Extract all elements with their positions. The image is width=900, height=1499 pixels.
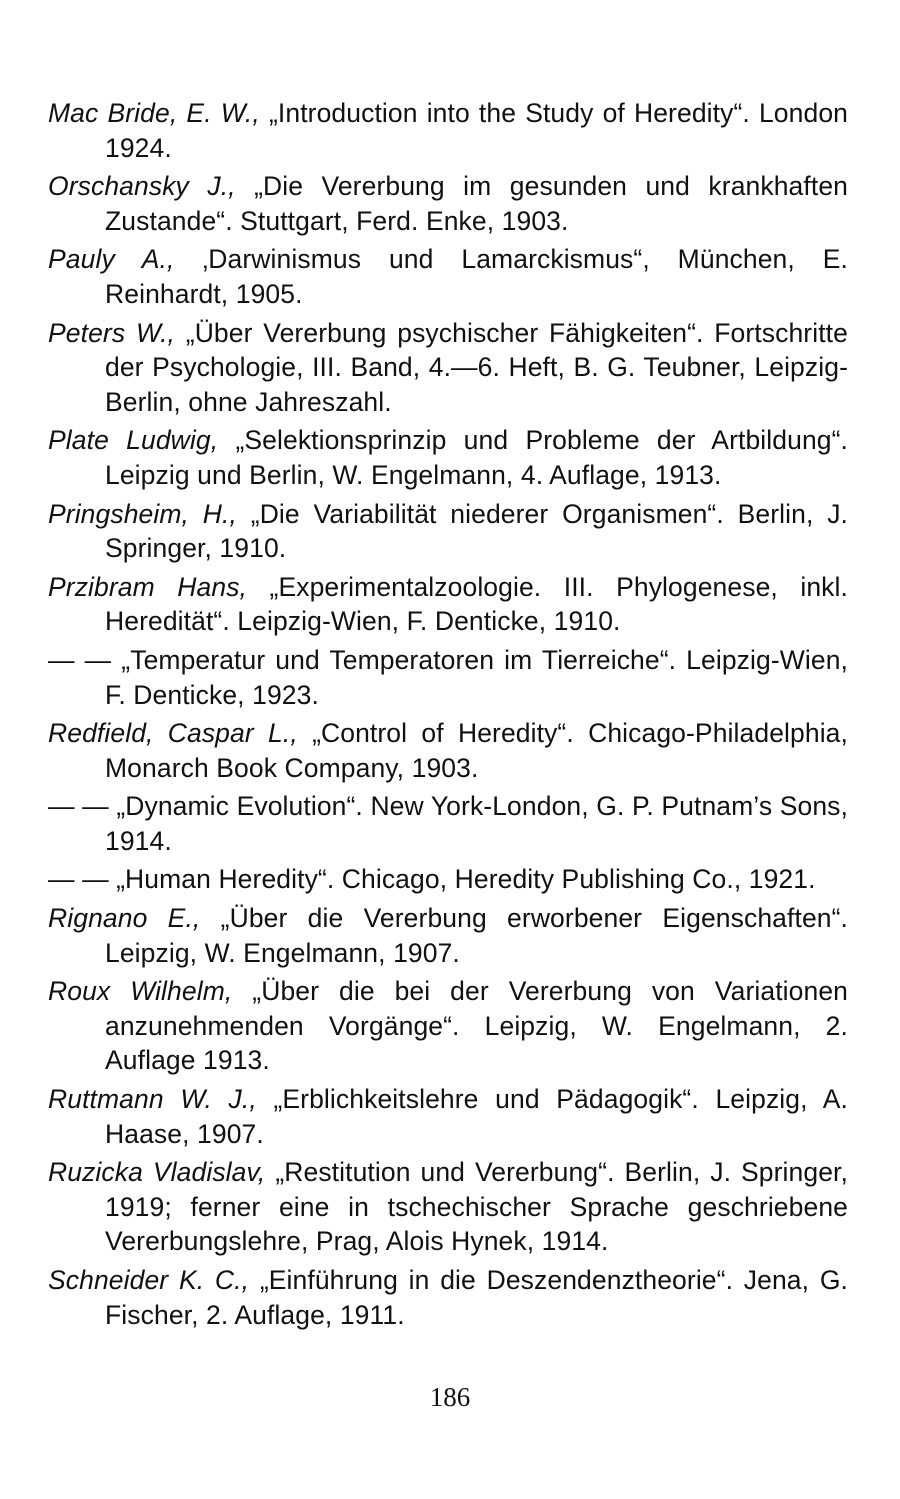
entry-author: Pauly A., [48, 244, 175, 275]
entry-author: Orschansky J., [48, 171, 236, 202]
entry-text: „Introduction into the Study of Heredity“. London 1924. [105, 98, 848, 163]
bibliography-entry [48, 1082, 848, 1151]
bibliography-entry [48, 643, 848, 712]
bibliography-entry [48, 242, 848, 311]
bibliography-entry [48, 862, 848, 897]
entry-author: Plate Ludwig, [48, 425, 219, 456]
bibliography-entry [48, 423, 848, 492]
page-number: 186 [429, 1382, 471, 1412]
bibliography-entry [48, 1263, 848, 1332]
bibliography-entry [48, 570, 848, 639]
entry-author: Przibram Hans, [48, 571, 248, 602]
bibliography-entry [48, 974, 848, 1078]
entry-author: Mac Bride, E. W., [48, 98, 260, 128]
entry-author: Pringsheim, H., [48, 498, 237, 529]
bibliography-entry [48, 497, 848, 566]
entry-text: ‚Darwinismus und Lamarckismus“, München, E. Reinhardt, 1905. [105, 244, 848, 309]
entry-author: Schneider K. C., [48, 1265, 250, 1295]
entry-author: Redfield, Caspar L., [48, 718, 298, 749]
bibliography-entry [48, 789, 848, 858]
entry-text: „Erblichkeitslehre und Pädagogik“. Leipzig, A. Haase, 1907. [105, 1084, 848, 1149]
entry-author: Ruzicka Vladislav, [48, 1157, 266, 1188]
bibliography-entry [48, 316, 848, 420]
entry-author: Rignano E., [48, 903, 201, 934]
bibliography-entry [48, 169, 848, 238]
bibliography-entry [48, 96, 848, 165]
entry-text: „Experimentalzoologie. III. Phylogenese, inkl. Heredität“. Leipzig-Wien, F. Denticke, 1910. [105, 571, 848, 637]
entry-text: „Selektionsprinzip und Probleme der Artbildung“. Leipzig und Berlin, W. Engelmann, 4. Auflage, 1913. [105, 425, 849, 490]
entry-text: — — „Dynamic Evolution“. New York-London, G. P. Putnam’s Sons, 1914. [48, 791, 848, 856]
entry-text: „Einführung in die Deszendenztheorie“. Jena, G. Fischer, 2. Auflage, 1911. [105, 1265, 848, 1330]
entry-text: — — „Temperatur und Temperatoren im Tierreiche“. Leipzig-Wien, F. Denticke, 1923. [48, 644, 848, 710]
entry-author: Roux Wilhelm, [48, 976, 233, 1007]
entry-text: „Restitution und Vererbung“. Berlin, J. Springer, 1919; ferner eine in tschechischer Sprache geschriebene Vererbungslehre, Prag, Alois Hynek, 1914. [105, 1157, 848, 1257]
entry-text: „Control of Heredity“. Chicago-Philadelphia, Monarch Book Company, 1903. [105, 718, 848, 783]
entry-author: Peters W., [48, 317, 175, 348]
entry-text: „Die Variabilität niederer Organismen“. Berlin, J. Springer, 1910. [105, 498, 849, 564]
entry-text: „Die Vererbung im gesunden und krankhaften Zustande“. Stuttgart, Ferd. Enke, 1903. [105, 171, 848, 236]
bibliography-entry [48, 901, 848, 970]
entry-text: „Über die Vererbung erworbener Eigenschaften“. Leipzig, W. Engelmann, 1907. [105, 903, 849, 968]
entry-author: Ruttmann W. J., [48, 1084, 257, 1115]
bibliography-list [48, 96, 848, 1336]
entry-text: — — „Human Heredity“. Chicago, Heredity Publishing Co., 1921. [48, 864, 816, 895]
bibliography-entry [48, 716, 848, 785]
entry-text: „Über Vererbung psychischer Fähigkeiten“. Fortschritte der Psychologie, III. Band, 4.—6. Heft, B. G. Teubner, Leipzig-Berlin, ohne Jahreszahl. [105, 317, 848, 417]
bibliography-entry [48, 1155, 848, 1259]
entry-text: „Über die bei der Vererbung von Variationen anzunehmenden Vorgänge“. Leipzig, W. Engelmann, 2. Auflage 1913. [105, 976, 848, 1076]
